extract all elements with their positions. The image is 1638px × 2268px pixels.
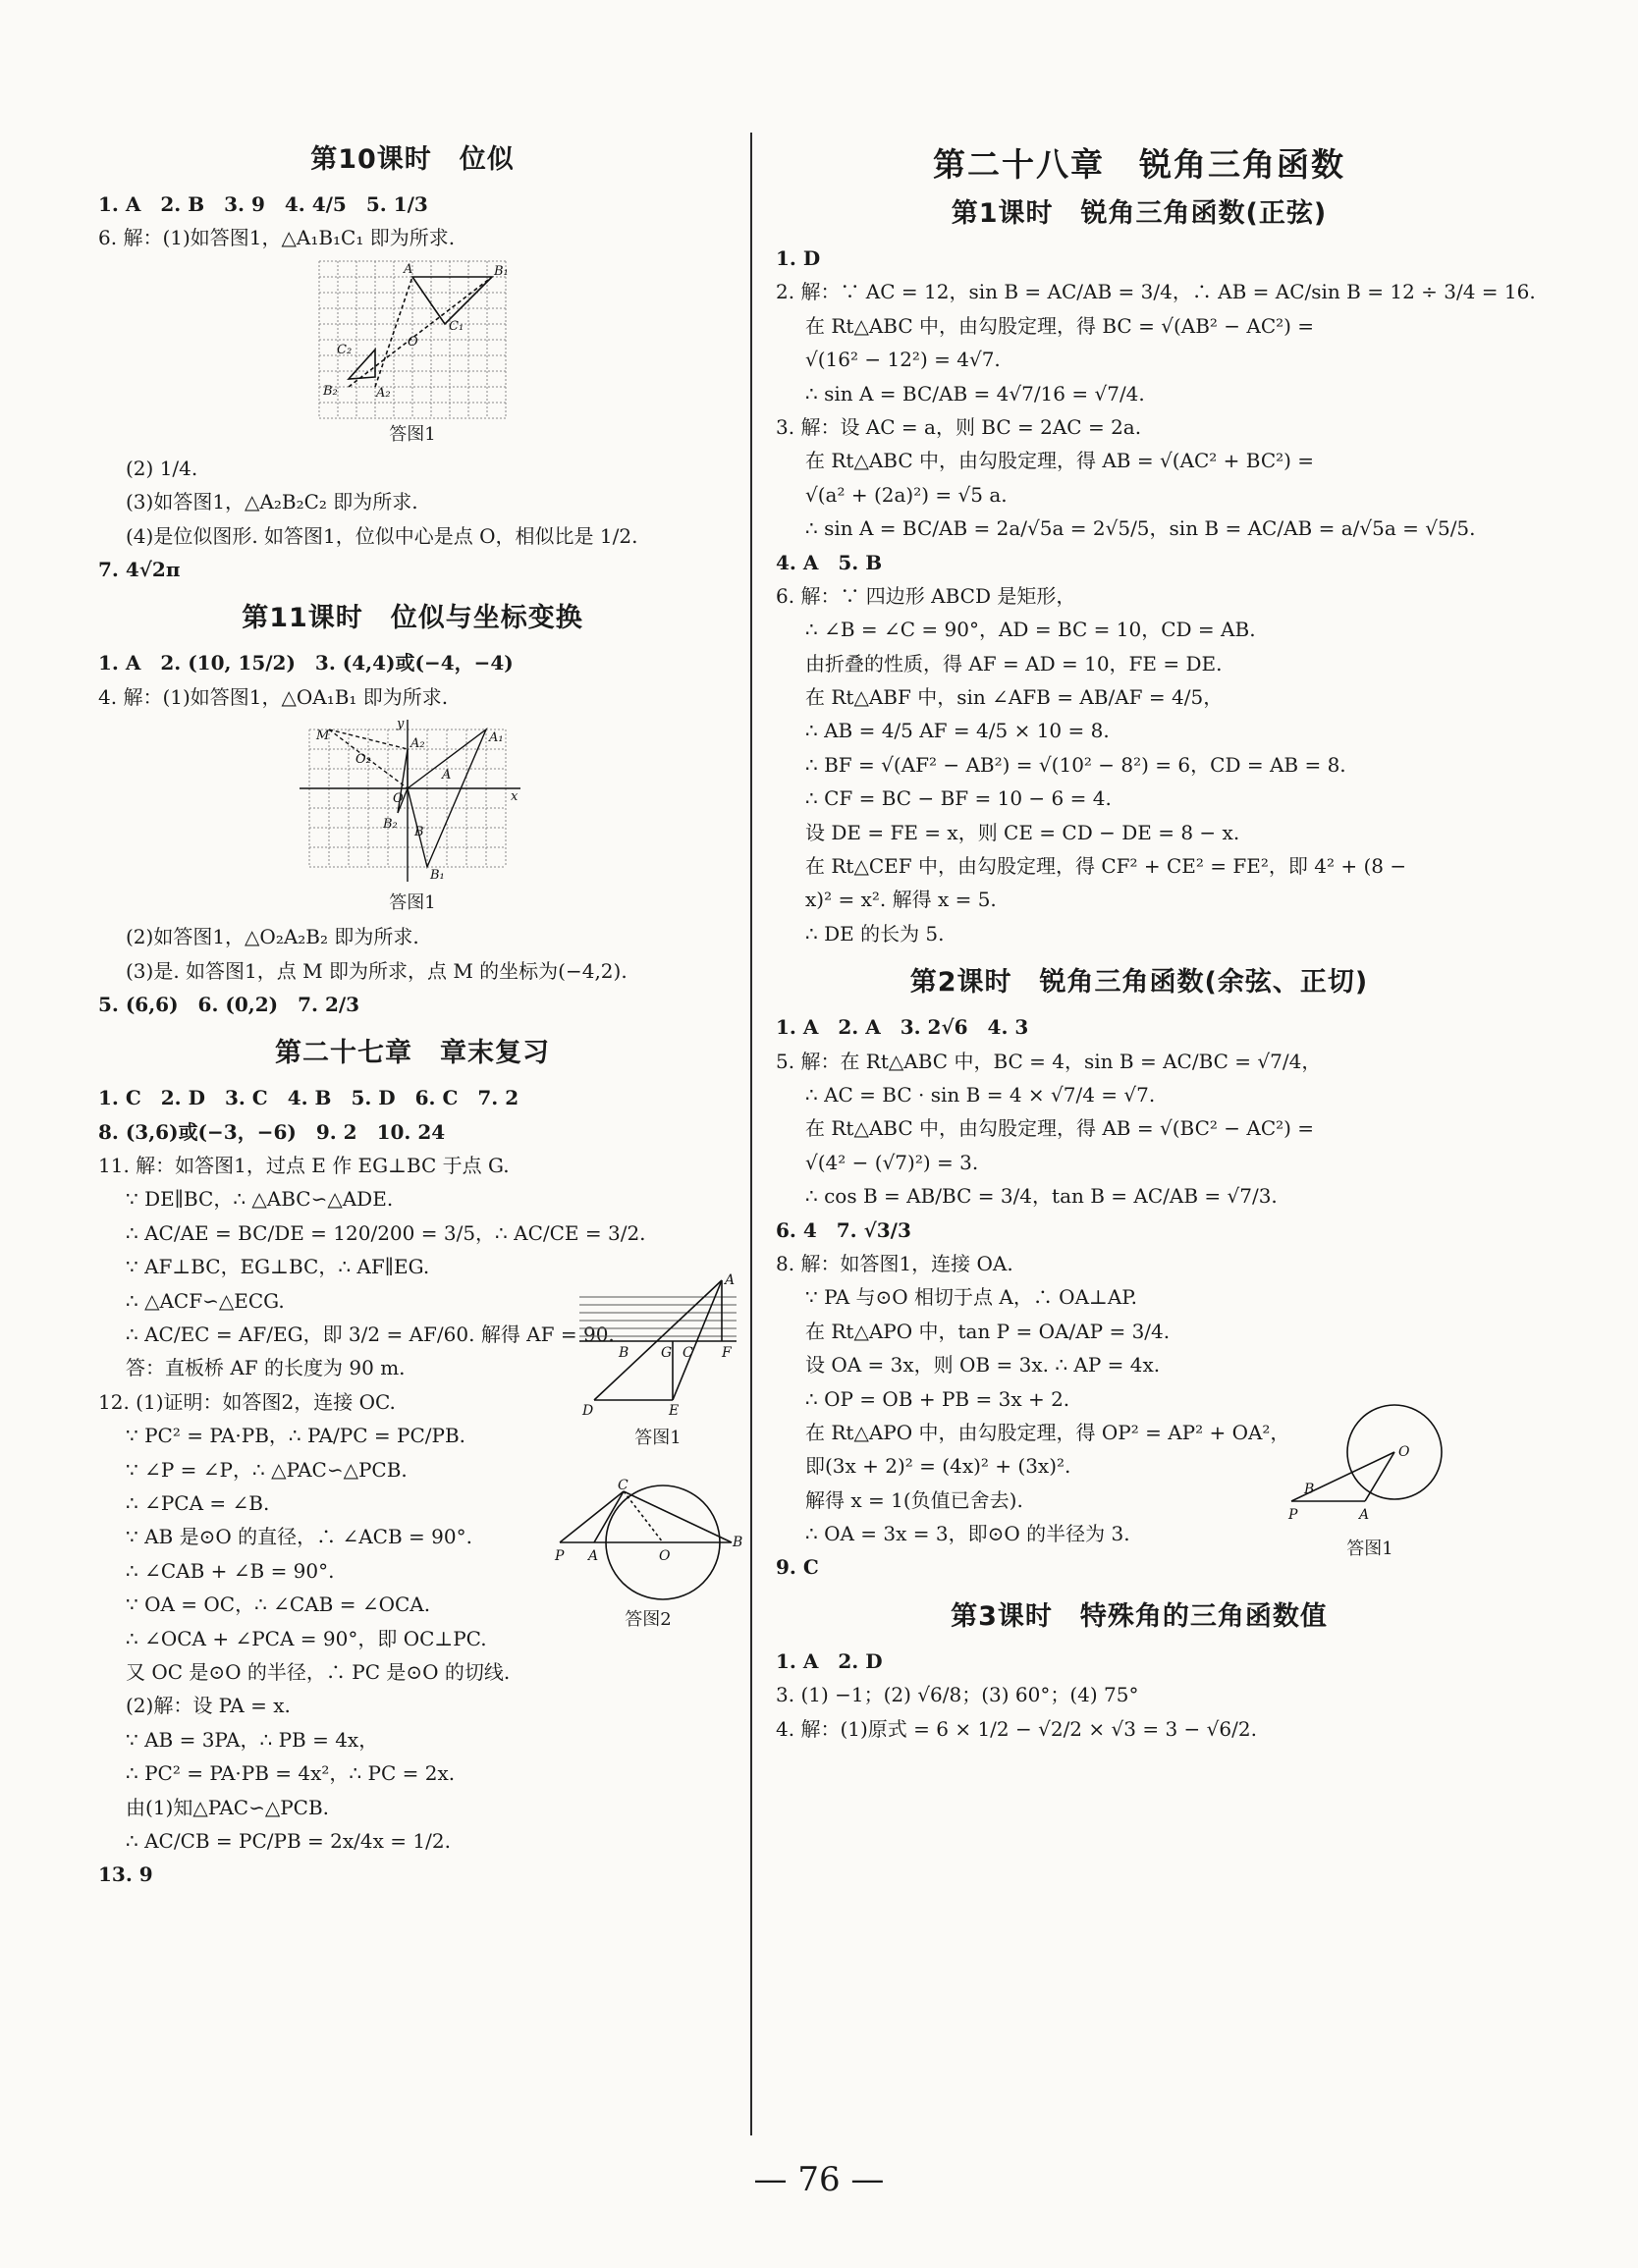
svg-text:B: B: [733, 1535, 743, 1551]
figure-tangent-circle: [1286, 1403, 1453, 1560]
page-number: — 76 —: [753, 2160, 885, 2199]
chapter27-answers: [98, 1081, 743, 1891]
answer-line: 答：直板桥 AF 的长度为 90 m.: [126, 1356, 406, 1380]
answer-line: 由折叠的性质，得 AF = AD = 10，FE = DE.: [805, 651, 1223, 675]
figure-caption: 答图1: [634, 1428, 682, 1449]
svg-text:B: B: [619, 1345, 629, 1362]
svg-text:F: F: [722, 1345, 732, 1362]
answer-line: 5. 解：在 Rt△ABC 中，BC = 4，sin B = AC/BC = √7/4，: [776, 1049, 1322, 1073]
answer-line: ∴ cos B = AB/BC = 3/4，tan B = AC/AB = √7/3.: [805, 1184, 1278, 1209]
svg-text:A₂: A₂: [376, 385, 391, 401]
answer-line: 6. 解：∵ 四边形 ABCD 是矩形，: [776, 583, 1076, 608]
svg-text:O₂: O₂: [355, 752, 371, 768]
column-divider: [750, 133, 752, 2135]
figure-similarity-grid: [98, 261, 727, 446]
answer-line: ∵ AB 是⊙O 的直径，∴ ∠ACB = 90°.: [126, 1525, 472, 1549]
answer-line: ∴ AB = 4/5 AF = 4/5 × 10 = 8.: [805, 719, 1110, 743]
answer-line: 即(3x + 2)² = (4x)² + (3x)².: [805, 1454, 1071, 1479]
answer-line: 1. C 2. D 3. C 4. B 5. D 6. C 7. 2: [98, 1086, 519, 1110]
svg-text:C: C: [682, 1345, 693, 1362]
answer-line: 在 Rt△CEF 中，由勾股定理，得 CF² + CE² = FE²，即 4² + (8 −: [805, 854, 1407, 879]
figure-caption: 答图1: [389, 892, 436, 914]
answer-line: ∴ △ACF∽△ECG.: [126, 1288, 285, 1313]
answer-line: 2. 解：∵ AC = 12，sin B = AC/AB = 3/4，∴ AB = AC/sin B = 12 ÷ 3/4 = 16.: [776, 280, 1536, 304]
svg-text:B₁: B₁: [430, 868, 445, 884]
answer-line: ∵ AF⊥BC，EG⊥BC，∴ AF∥EG.: [126, 1255, 430, 1279]
answer-line: ∴ ∠PCA = ∠B.: [126, 1490, 270, 1515]
svg-text:B: B: [1304, 1482, 1315, 1498]
right-column: [776, 128, 1536, 1746]
answer-line: 11. 解：如答图1，过点 E 作 EG⊥BC 于点 G.: [98, 1154, 510, 1178]
answer-line: 12. (1)证明：如答图2，连接 OC.: [98, 1389, 396, 1414]
answer-line: 6. 4 7. √3/3: [776, 1217, 911, 1242]
answer-line: 由(1)知△PAC∽△PCB.: [126, 1795, 330, 1819]
figure-caption: 答图1: [1346, 1539, 1393, 1560]
answer-line: 在 Rt△APO 中，由勾股定理，得 OP² = AP² + OA²，: [805, 1420, 1290, 1444]
svg-text:O: O: [659, 1548, 671, 1565]
svg-text:B₂: B₂: [383, 817, 398, 833]
answer-line: ∴ BF = √(AF² − AB²) = √(10² − 8²) = 6，CD = AB = 8.: [805, 752, 1346, 777]
svg-text:x: x: [511, 789, 519, 805]
answer-line: ∴ ∠CAB + ∠B = 90°.: [126, 1558, 335, 1583]
answer-line: 1. A 2. D: [776, 1648, 883, 1673]
chapter-title-27: 第二十七章 章末复习: [275, 1038, 550, 1069]
figure-caption: 答图1: [389, 423, 436, 445]
answer-line: 8. 解：如答图1，连接 OA.: [776, 1251, 1013, 1275]
answer-line: ∵ ∠P = ∠P，∴ △PAC∽△PCB.: [126, 1457, 408, 1482]
answer-line: 解得 x = 1(负值已舍去).: [805, 1487, 1023, 1512]
answer-line: 13. 9: [98, 1863, 153, 1887]
answer-line: 3. 解：设 AC = a，则 BC = 2AC = 2a.: [776, 414, 1142, 439]
answer-line: 1. D: [776, 246, 821, 270]
svg-text:A₂: A₂: [410, 736, 425, 752]
svg-text:O: O: [408, 334, 418, 350]
answer-line: √(a² + (2a)²) = √5 a.: [805, 482, 1008, 507]
answer-line: (2) 1/4.: [126, 456, 198, 480]
answer-line: x)² = x². 解得 x = 5.: [805, 888, 997, 912]
answer-line: 在 Rt△ABC 中，由勾股定理，得 BC = √(AB² − AC²) =: [805, 313, 1315, 338]
answer-line: ∴ AC/EC = AF/EG，即 3/2 = AF/60. 解得 AF = 90.: [126, 1323, 615, 1347]
answer-line: 4. 解：(1)原式 = 6 × 1/2 − √2/2 × √3 = 3 − √6/2.: [776, 1716, 1257, 1741]
answer-line: ∴ CF = BC − BF = 10 − 6 = 4.: [805, 786, 1112, 811]
answer-line: ∵ PA 与⊙O 相切于点 A，∴ OA⊥AP.: [805, 1285, 1138, 1310]
section-title-s11: 第11课时 位似与坐标变换: [242, 603, 583, 634]
answer-line: ∵ DE∥BC，∴ △ABC∽△ADE.: [126, 1187, 394, 1212]
section-title-s2: 第2课时 锐角三角函数(余弦、正切): [909, 967, 1369, 999]
answer-line: 4. A 5. B: [776, 550, 883, 574]
svg-text:A: A: [588, 1548, 599, 1565]
svg-text:A: A: [1359, 1507, 1370, 1524]
svg-text:G: G: [661, 1345, 673, 1362]
svg-text:P: P: [555, 1548, 565, 1565]
answer-line: ∴ OP = OB + PB = 3x + 2.: [805, 1386, 1070, 1411]
answer-line: 4. 解：(1)如答图1，△OA₁B₁ 即为所求.: [98, 684, 449, 709]
answer-line: (2)如答图1，△O₂A₂B₂ 即为所求.: [126, 925, 419, 949]
answer-line: ∴ sin A = BC/AB = 4√7/16 = √7/4.: [805, 381, 1145, 405]
answer-line: ∴ ∠OCA + ∠PCA = 90°，即 OC⊥PC.: [126, 1626, 487, 1650]
svg-text:B₂: B₂: [323, 383, 338, 399]
figure-circle-tangent: [555, 1478, 743, 1631]
answer-line: 在 Rt△APO 中，tan P = OA/AP = 3/4.: [805, 1319, 1171, 1343]
answer-line: 1. A 2. B 3. 9 4. 4/5 5. 1/3: [98, 192, 428, 216]
svg-text:O: O: [393, 791, 404, 807]
answer-line: ∴ DE 的长为 5.: [805, 921, 945, 945]
figure-caption: 答图2: [625, 1609, 672, 1631]
answer-line: 1. A 2. A 3. 2√6 4. 3: [776, 1015, 1029, 1040]
answer-line: 设 DE = FE = x，则 CE = CD − DE = 8 − x.: [805, 820, 1240, 844]
svg-text:B: B: [414, 825, 424, 840]
answer-line: ∴ AC = BC · sin B = 4 × √7/4 = √7.: [805, 1082, 1156, 1107]
svg-text:B₁: B₁: [494, 263, 509, 279]
left-column: [98, 128, 743, 1892]
answer-line: (2)解：设 PA = x.: [126, 1694, 291, 1718]
answer-line: ∴ sin A = BC/AB = 2a/√5a = 2√5/5，sin B = AC/AB = a/√5a = √5/5.: [805, 516, 1476, 541]
answer-line: ∴ AC/AE = BC/DE = 120/200 = 3/5，∴ AC/CE = 3/2.: [126, 1220, 646, 1245]
svg-text:P: P: [1288, 1507, 1298, 1524]
svg-text:y: y: [397, 717, 405, 732]
answer-line: (4)是位似图形. 如答图1，位似中心是点 O，相似比是 1/2.: [126, 523, 638, 548]
figure-bridge: [574, 1272, 741, 1449]
answer-line: √(16² − 12²) = 4√7.: [805, 348, 1001, 372]
answer-line: √(4² − (√7)²) = 3.: [805, 1150, 979, 1174]
section-title-s1: 第1课时 锐角三角函数(正弦): [951, 198, 1328, 229]
answer-line: ∴ ∠B = ∠C = 90°，AD = BC = 10，CD = AB.: [805, 618, 1256, 642]
answer-line: 设 OA = 3x，则 OB = 3x. ∴ AP = 4x.: [805, 1353, 1161, 1377]
answer-line: 在 Rt△ABC 中，由勾股定理，得 AB = √(BC² − AC²) =: [805, 1116, 1315, 1141]
svg-text:A: A: [725, 1272, 736, 1289]
answer-line: ∴ OA = 3x = 3，即⊙O 的半径为 3.: [805, 1522, 1130, 1546]
svg-text:O: O: [1398, 1444, 1410, 1461]
answer-line: 5. (6,6) 6. (0,2) 7. 2/3: [98, 992, 360, 1016]
svg-text:A₁: A₁: [489, 730, 504, 746]
answer-line: 6. 解：(1)如答图1，△A₁B₁C₁ 即为所求.: [98, 226, 456, 250]
answer-line: ∵ PC² = PA·PB，∴ PA/PC = PC/PB.: [126, 1424, 466, 1448]
answer-line: (3)如答图1，△A₂B₂C₂ 即为所求.: [126, 490, 418, 514]
answer-line: (3)是. 如答图1，点 M 即为所求，点 M 的坐标为(−4,2).: [126, 958, 628, 983]
answer-line: 7. 4√2π: [98, 557, 181, 581]
svg-text:D: D: [582, 1403, 594, 1420]
figure-coordinate-grid: [98, 717, 727, 914]
svg-text:C₂: C₂: [337, 342, 353, 357]
answer-line: 8. (3,6)或(−3，−6) 9. 2 10. 24: [98, 1119, 446, 1144]
answer-line: 9. C: [776, 1555, 819, 1580]
section-title-s3: 第3课时 特殊角的三角函数值: [951, 1600, 1328, 1632]
section-title-s10: 第10课时 位似: [310, 144, 515, 175]
answer-line: ∴ AC/CB = PC/PB = 2x/4x = 1/2.: [126, 1828, 451, 1853]
answer-line: ∵ OA = OC，∴ ∠CAB = ∠OCA.: [126, 1593, 431, 1617]
chapter-title-28: 第二十八章 锐角三角函数: [933, 145, 1345, 184]
svg-text:A: A: [442, 768, 452, 783]
svg-text:C₁: C₁: [449, 318, 464, 334]
svg-text:A: A: [404, 261, 413, 277]
answer-line: 又 OC 是⊙O 的半径，∴ PC 是⊙O 的切线.: [126, 1659, 511, 1684]
answer-line: ∴ PC² = PA·PB = 4x²，∴ PC = 2x.: [126, 1761, 456, 1786]
answer-line: 1. A 2. (10, 15/2) 3. (4,4)或(−4，−4): [98, 651, 514, 675]
answer-line: 3. (1) −1；(2) √6/8；(3) 60°；(4) 75°: [776, 1683, 1139, 1707]
svg-text:E: E: [669, 1403, 680, 1420]
s2-answers: [776, 1010, 1502, 1585]
svg-text:M: M: [316, 729, 330, 744]
svg-text:C: C: [618, 1478, 628, 1494]
answer-line: 在 Rt△ABC 中，由勾股定理，得 AB = √(AC² + BC²) =: [805, 449, 1315, 473]
answer-line: 在 Rt△ABF 中，sin ∠AFB = AB/AF = 4/5，: [805, 685, 1224, 710]
answer-line: ∵ AB = 3PA，∴ PB = 4x，: [126, 1727, 379, 1752]
